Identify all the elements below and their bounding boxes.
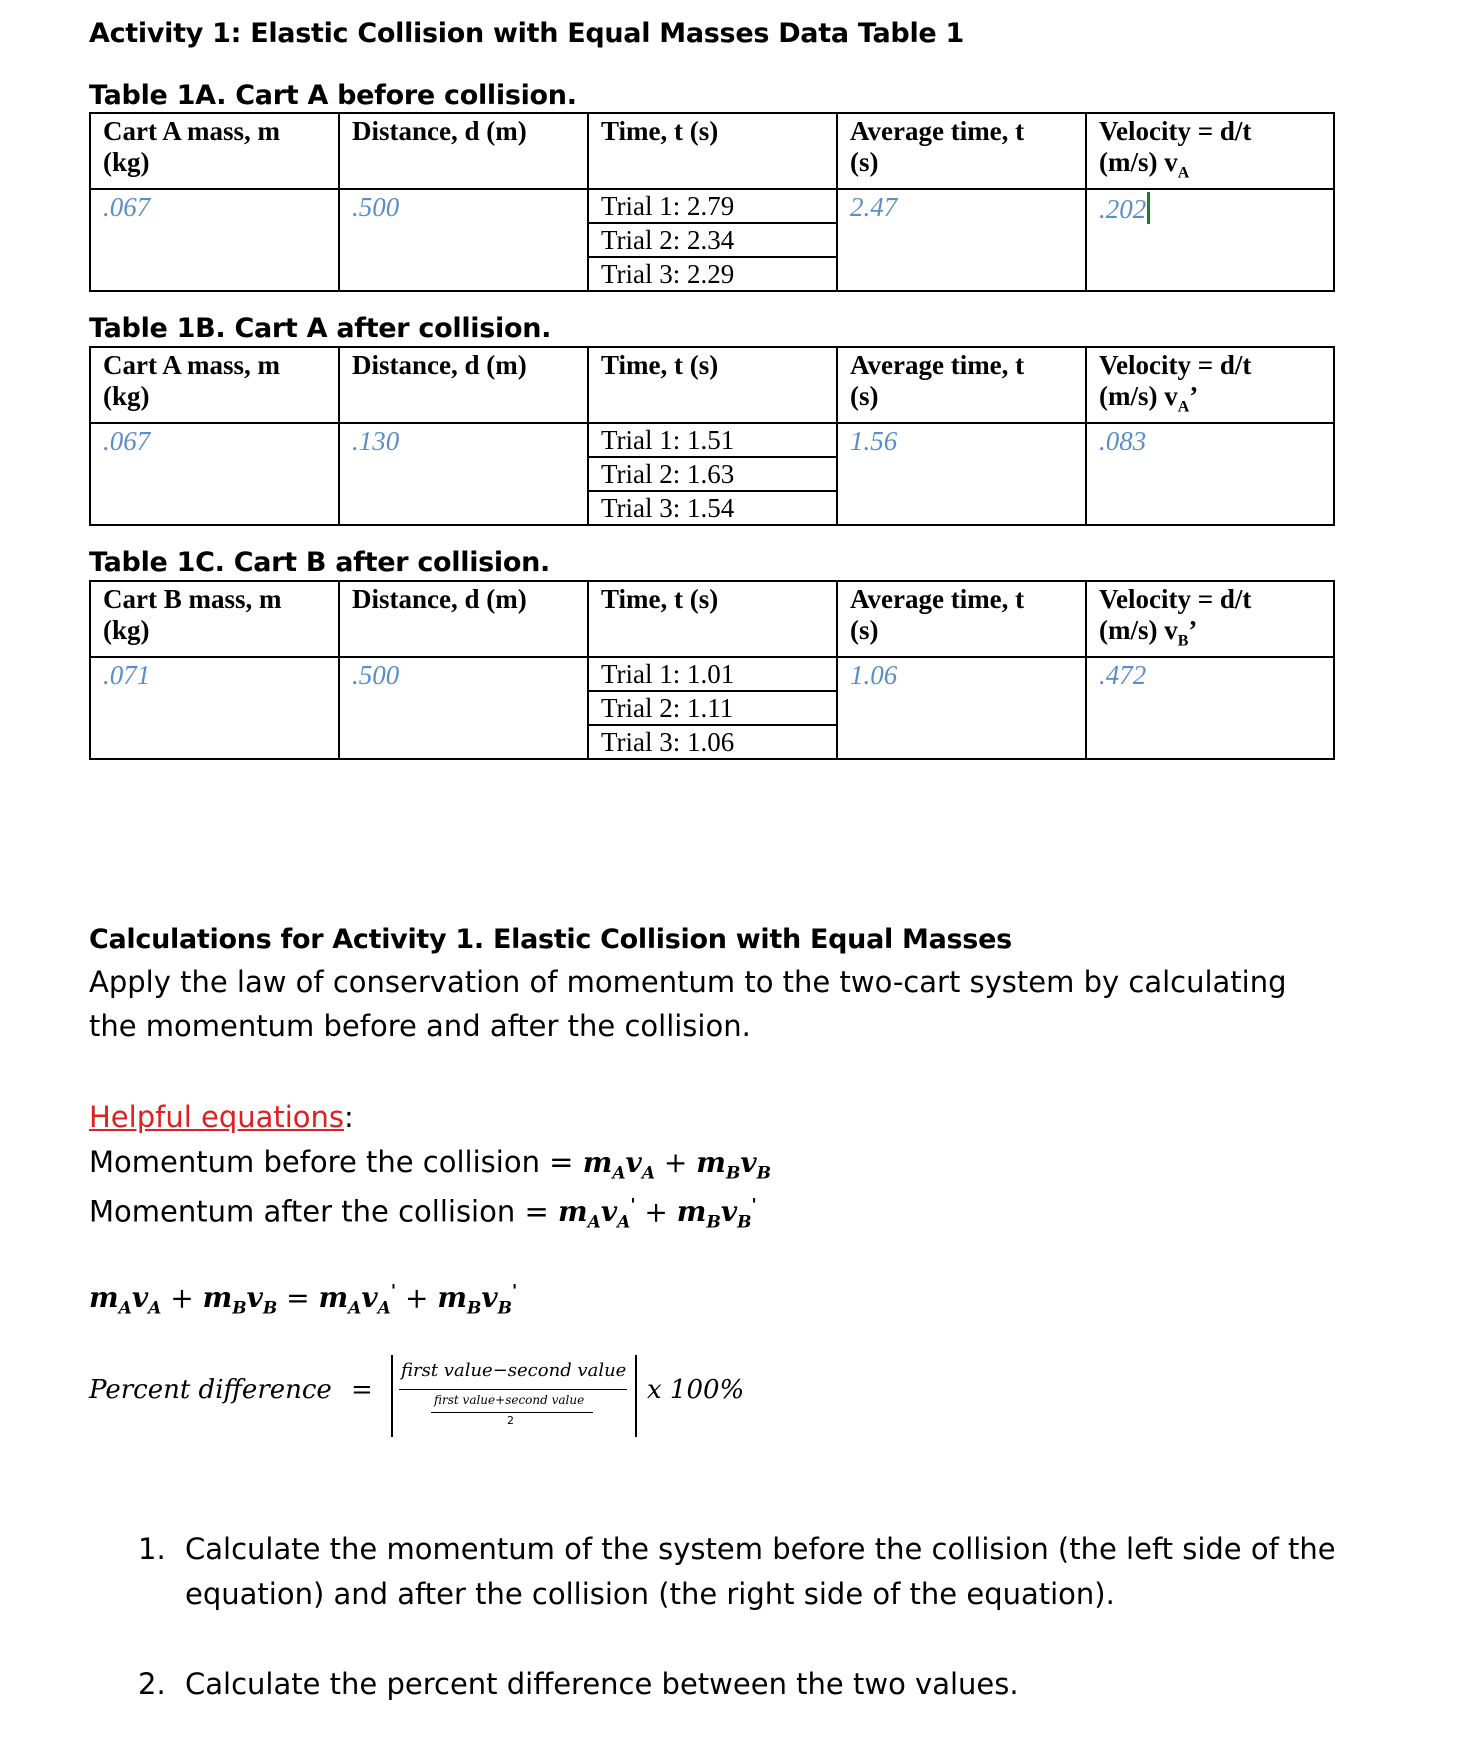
table-1a-caption: Table 1A. Cart A before collision. xyxy=(89,80,577,111)
conservation-equation: $m_Av_A + m_Bv_B = m_Av_A' + m_Bv_B'$ xyxy=(89,1281,518,1319)
intro-line-2: the momentum before and after the collision. xyxy=(89,1009,751,1043)
header-average-time: Average time, t (s) xyxy=(837,581,1086,657)
header-time: Time, t (s) xyxy=(588,581,837,657)
average-time-value[interactable]: 1.06 xyxy=(837,657,1086,759)
question-text-line-1: Calculate the momentum of the system before the collision (the left side of the xyxy=(185,1532,1336,1566)
percent-difference-label: Percent difference xyxy=(89,1375,332,1405)
helpful-equations-link[interactable]: Helpful equations xyxy=(89,1100,345,1134)
header-average-time: Average time, t (s) xyxy=(837,113,1086,189)
distance-value[interactable]: .130 xyxy=(339,423,588,525)
trial-1[interactable]: Trial 1: 1.01 xyxy=(588,657,837,691)
percent-difference-formula xyxy=(89,1355,789,1445)
header-velocity: Velocity = d/t (m/s) $v_B$’ xyxy=(1086,581,1334,657)
helpful-equations-label: Helpful equations: xyxy=(89,1100,354,1134)
equals-sign: = xyxy=(351,1375,373,1405)
distance-value[interactable]: .500 xyxy=(339,657,588,759)
header-distance: Distance, d (m) xyxy=(339,347,588,423)
intro-line-1: Apply the law of conservation of momentum to the two-cart system by calculating xyxy=(89,965,1287,999)
velocity-value[interactable]: .083 xyxy=(1086,423,1334,525)
inner-fraction-bar xyxy=(431,1412,593,1413)
momentum-after-formula: $m_Av_A' + m_Bv_B'$ xyxy=(557,1195,757,1233)
fraction-denominator-top: first value+second value xyxy=(434,1393,585,1407)
fraction-denominator-bottom: 2 xyxy=(507,1414,514,1427)
trial-2[interactable]: Trial 2: 2.34 xyxy=(588,223,837,257)
abs-bar-right xyxy=(635,1355,637,1437)
table-1b xyxy=(89,346,1335,526)
mass-value[interactable]: .067 xyxy=(90,189,339,291)
table-1c xyxy=(89,580,1335,760)
text-cursor xyxy=(1147,192,1150,224)
velocity-cell[interactable] xyxy=(1086,189,1334,291)
average-time-value[interactable]: 1.56 xyxy=(837,423,1086,525)
header-time: Time, t (s) xyxy=(588,347,837,423)
calculations-heading: Calculations for Activity 1. Elastic Collision with Equal Masses xyxy=(89,924,1012,955)
header-distance: Distance, d (m) xyxy=(339,113,588,189)
velocity-value[interactable]: .202 xyxy=(1099,194,1147,225)
average-time-value[interactable]: 2.47 xyxy=(837,189,1086,291)
header-average-time: Average time, t (s) xyxy=(837,347,1086,423)
header-mass: Cart B mass, m (kg) xyxy=(90,581,339,657)
trial-3[interactable]: Trial 3: 1.54 xyxy=(588,491,837,525)
header-mass: Cart A mass, m (kg) xyxy=(90,347,339,423)
momentum-after-label: Momentum after the collision = xyxy=(89,1194,558,1229)
table-1b-caption: Table 1B. Cart A after collision. xyxy=(89,313,552,344)
abs-bar-left xyxy=(391,1355,393,1437)
momentum-after-equation xyxy=(89,1184,757,1246)
momentum-before-label: Momentum before the collision = xyxy=(89,1145,583,1179)
velocity-value[interactable]: .472 xyxy=(1086,657,1334,759)
question-text-line-1: Calculate the percent difference between the two values. xyxy=(185,1667,1019,1701)
distance-value[interactable]: .500 xyxy=(339,189,588,291)
trial-3[interactable]: Trial 3: 2.29 xyxy=(588,257,837,291)
multiplier: x 100% xyxy=(647,1375,745,1405)
header-velocity: Velocity = d/t (m/s) $v_A$ xyxy=(1086,113,1334,189)
header-distance: Distance, d (m) xyxy=(339,581,588,657)
trial-2[interactable]: Trial 2: 1.63 xyxy=(588,457,837,491)
header-mass: Cart A mass, m (kg) xyxy=(90,113,339,189)
question-text-line-2: equation) and after the collision (the right side of the equation). xyxy=(185,1577,1115,1611)
header-velocity: Velocity = d/t (m/s) $v_A$’ xyxy=(1086,347,1334,423)
trial-3[interactable]: Trial 3: 1.06 xyxy=(588,725,837,759)
trial-2[interactable]: Trial 2: 1.11 xyxy=(588,691,837,725)
fraction-bar xyxy=(399,1389,627,1390)
page-title: Activity 1: Elastic Collision with Equal Masses Data Table 1 xyxy=(89,18,964,49)
momentum-before-formula: $m_Av_A + m_Bv_B$ xyxy=(582,1146,771,1184)
mass-value[interactable]: .071 xyxy=(90,657,339,759)
mass-value[interactable]: .067 xyxy=(90,423,339,525)
trial-1[interactable]: Trial 1: 2.79 xyxy=(588,189,837,223)
question-number: 2. xyxy=(138,1667,166,1701)
fraction-numerator: first value−second value xyxy=(401,1360,627,1381)
table-1a xyxy=(89,112,1335,292)
trial-1[interactable]: Trial 1: 1.51 xyxy=(588,423,837,457)
header-time: Time, t (s) xyxy=(588,113,837,189)
table-1c-caption: Table 1C. Cart B after collision. xyxy=(89,547,551,578)
question-number: 1. xyxy=(138,1532,166,1566)
